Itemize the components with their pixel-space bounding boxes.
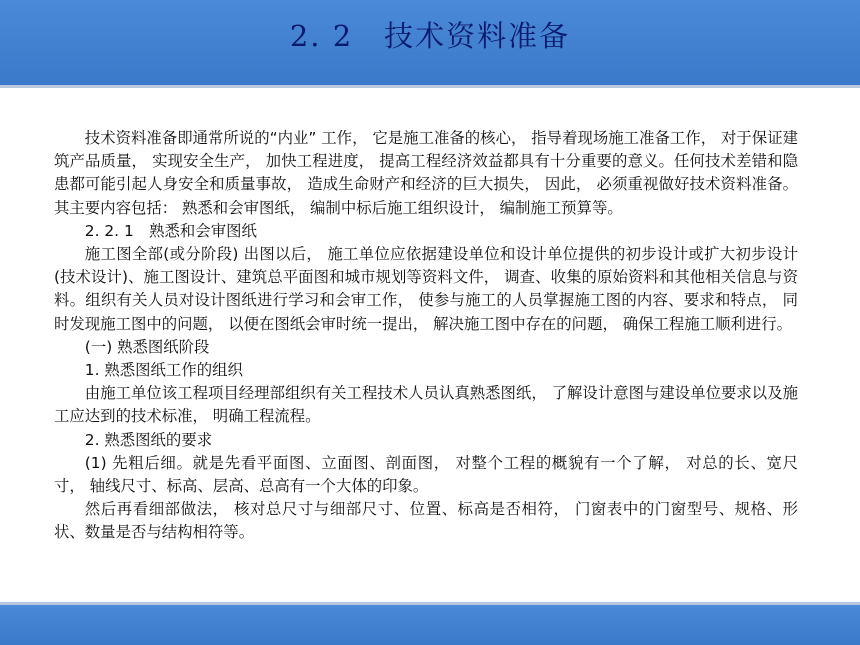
- list-heading: 1. 熟悉图纸工作的组织: [84, 361, 243, 380]
- footer-band: [0, 602, 860, 645]
- content-body: [54, 127, 798, 545]
- intro-paragraph: 技术资料准备即通常所说的“内业” 工作， 它是施工准备的核心， 指导着现场施工准备工作， 对于保证建筑产品质量， 实现安全生产， 加快工程进度， 提高工程经济效益都具有十分重要的意义。任何技术差错和隐患都可能引起人身安全和质量事故， 造成生命财产和经济的巨大损失， 因此， 必须重视做好技术资料准备。其主要内容包括： 熟悉和会审图纸， 编制中标后施工组织设计， 编制施工预算等。: [54, 129, 798, 217]
- body-paragraph: 然后再看细部做法， 核对总尺寸与细部尺寸、位置、标高是否相符， 门窗表中的门窗型号、规格、形状、数量是否与结构相符等。: [54, 500, 798, 542]
- body-paragraph: (1) 先粗后细。就是先看平面图、立面图、剖面图， 对整个工程的概貌有一个了解， 对总的长、宽尺寸， 轴线尺寸、标高、层高、总高有一个大体的印象。: [54, 453, 798, 496]
- subsection-heading: (一) 熟悉图纸阶段: [84, 337, 210, 356]
- list-heading: 2. 熟悉图纸的要求: [84, 430, 213, 449]
- section-heading: 2. 2. 1 熟悉和会审图纸: [84, 221, 257, 240]
- page-title: 2. 2 技术资料准备: [289, 19, 571, 53]
- body-paragraph: 施工图全部(或分阶段) 出图以后， 施工单位应依据建设单位和设计单位提供的初步设计或扩大初步设计(技术设计)、施工图设计、建筑总平面图和城市规划等资料文件， 调查、收集的原始资料和其他相关信息与资料。组织有关人员对设计图纸进行学习和会审工作， 使参与施工的人员掌握施工图的内容、要求和特点， 同时发现施工图中的问题， 以便在图纸会审时统一提出， 解决施工图中存在的问题， 确保工程施工顺利进行。: [54, 245, 798, 333]
- body-paragraph: 由施工单位该工程项目经理部组织有关工程技术人员认真熟悉图纸， 了解设计意图与建设单位要求以及施工应达到的技术标准， 明确工程流程。: [54, 384, 798, 426]
- header-band: [0, 0, 860, 88]
